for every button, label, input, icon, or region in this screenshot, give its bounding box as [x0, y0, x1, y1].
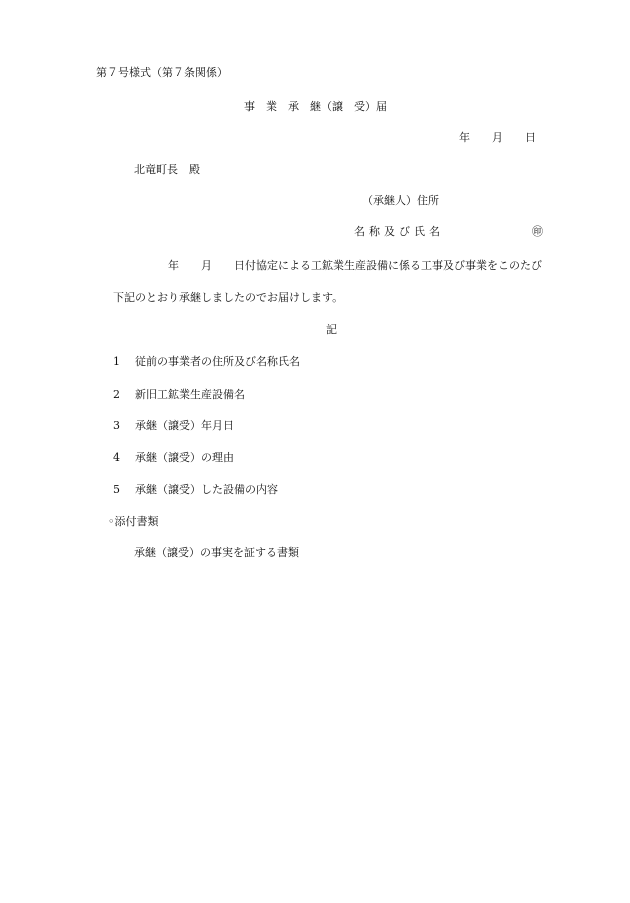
list-item — [113, 452, 234, 463]
successor-name-label: 名称及び氏名 — [354, 225, 444, 238]
seal-icon: ㊞ — [532, 225, 543, 238]
list-item-text: 承継（譲受）年月日 — [135, 419, 234, 432]
list-item-number: 1 — [113, 355, 120, 368]
body-text-line-1: 年 月 日付協定による工鉱業生産設備に係る工事及び事業をこのたび — [168, 259, 542, 272]
body-text-line-2: 下記のとおり承継しましたのでお届けします。 — [113, 291, 344, 304]
record-heading: 記 — [326, 323, 337, 336]
list-item-text: 新旧工鉱業生産設備名 — [135, 388, 245, 401]
list-item-number: 5 — [113, 483, 120, 496]
list-item — [113, 420, 234, 431]
list-item-text: 従前の事業者の住所及び名称氏名 — [135, 355, 300, 368]
successor-address-label: （承継人）住所 — [362, 194, 439, 207]
list-item — [113, 389, 245, 400]
list-item-number: 3 — [113, 419, 120, 432]
addressee: 北竜町長 殿 — [134, 163, 200, 176]
attachment-item: 承継（譲受）の事実を証する書類 — [134, 546, 299, 559]
list-item — [113, 356, 300, 367]
list-item-text: 承継（譲受）した設備の内容 — [135, 483, 278, 496]
list-item-text: 承継（譲受）の理由 — [135, 451, 234, 464]
list-item-number: 4 — [113, 451, 120, 464]
attachments-heading: ◦添付書類 — [108, 515, 159, 528]
form-number: 第７号様式（第７条関係） — [96, 66, 228, 79]
document-title: 事 業 承 継（譲 受）届 — [244, 100, 387, 113]
date-line: 年 月 日 — [459, 131, 536, 144]
list-item — [113, 484, 278, 495]
list-item-number: 2 — [113, 388, 120, 401]
